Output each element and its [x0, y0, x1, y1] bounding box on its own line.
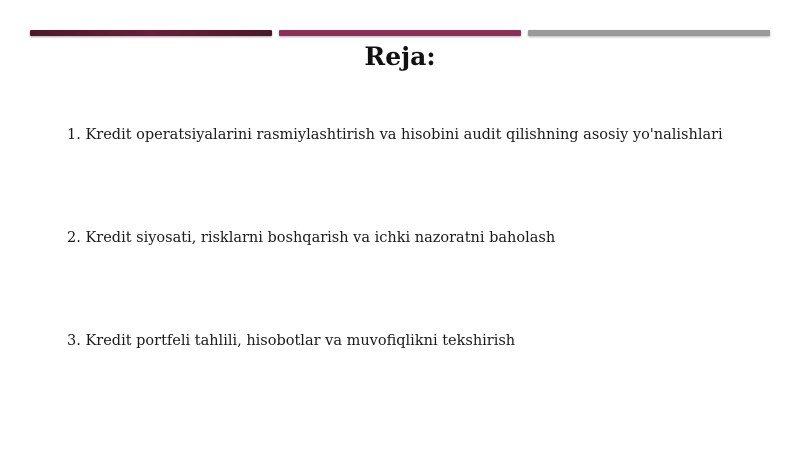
accent-bar-magenta: [279, 30, 521, 36]
slide-title: Reja:: [364, 42, 436, 71]
plan-item-2: 2. Kredit siyosati, risklarni boshqarish va ichki nazoratni baholash: [67, 230, 556, 246]
plan-item-1: 1. Kredit operatsiyalarini rasmiylashtirish va hisobini audit qilishning asosiy yo'nalishlari: [67, 127, 723, 143]
accent-bar-dark: [30, 30, 272, 36]
plan-item-3: 3. Kredit portfeli tahlili, hisobotlar va muvofiqlikni tekshirish: [67, 333, 516, 349]
accent-bar-gray: [528, 30, 770, 36]
